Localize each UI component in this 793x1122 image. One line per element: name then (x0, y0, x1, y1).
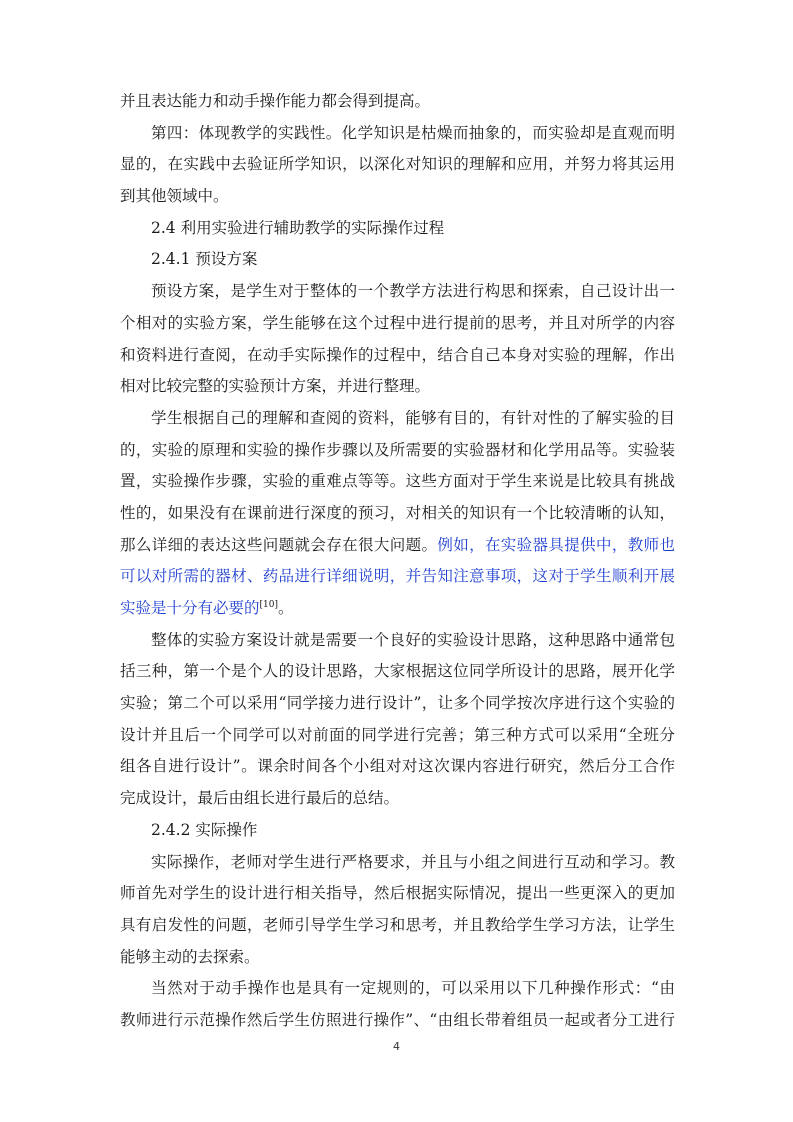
text-line: 整体的实验方案设计就是需要一个良好的实验设计思路，这种思路中通常包 (151, 631, 675, 649)
text-line: 设计并且后一个同学可以对前面的同学进行完善；第三种方式可以采用“全班分 (120, 726, 675, 744)
text-line: 实际操作，老师对学生进行严格要求，并且与小组之间进行互动和学习。教 (151, 853, 675, 871)
section-heading: 2.4 利用实验进行辅助教学的实际操作过程 (151, 219, 445, 237)
text-line: 并且表达能力和动手操作能力都会得到提高。 (120, 92, 431, 110)
text-line: 师首先对学生的设计进行相关指导，然后根据实际情况，提出一些更深入的更加 (120, 884, 675, 902)
highlighted-text: 可以对所需的器材、药品进行详细说明，并告知注意事项，这对于学生顺利开展 (120, 567, 675, 585)
text-line (120, 530, 675, 561)
text-line (120, 593, 675, 624)
text-line: 到其他领域中。 (120, 187, 229, 205)
citation-reference: [10] (259, 599, 278, 610)
text-line: 置，实验操作步骤，实验的重难点等等。这些方面对于学生来说是比较具有挑战 (120, 472, 675, 490)
highlighted-text: 实验是十分有必要的 (120, 599, 260, 617)
text-line: 实验；第二个可以采用“同学接力进行设计”，让多个同学按次序进行这个实验的 (120, 694, 675, 712)
text-line: 显的，在实践中去验证所学知识，以深化对知识的理解和应用，并努力将其运用 (120, 155, 675, 173)
text-line: 具有启发性的问题，老师引导学生学习和思考，并且教给学生学习方法，让学生 (120, 916, 675, 934)
text-segment: 。 (278, 599, 294, 617)
subsection-heading: 2.4.2 实际操作 (151, 821, 258, 839)
text-segment: 那么详细的表达这些问题就会存在很大问题。 (120, 536, 438, 554)
text-line: 个相对的实验方案，学生能够在这个过程中进行提前的思考，并且对所学的内容 (120, 314, 675, 332)
subsection-heading: 2.4.1 预设方案 (151, 250, 258, 268)
text-line: 相对比较完整的实验预计方案，并进行整理。 (120, 377, 431, 395)
text-line: 教师进行示范操作然后学生仿照进行操作”、“由组长带着组员一起或者分工进行 (120, 1011, 675, 1029)
text-line: 完成设计，最后由组长进行最后的总结。 (120, 789, 400, 807)
text-line: 当然对于动手操作也是具有一定规则的，可以采用以下几种操作形式：“由 (151, 979, 675, 997)
text-line: 预设方案，是学生对于整体的一个教学方法进行构思和探索，自己设计出一 (151, 282, 675, 300)
text-line: 学生根据自己的理解和查阅的资料，能够有目的，有针对性的了解实验的目 (151, 409, 675, 427)
text-line: 组各自进行设计”。课余时间各个小组对对这次课内容进行研究，然后分工合作 (120, 757, 675, 775)
text-line: 的，实验的原理和实验的操作步骤以及所需要的实验器材和化学用品等。实验装 (120, 441, 675, 459)
highlighted-text: 例如，在实验器具提供中，教师也 (437, 536, 675, 554)
page-number: 4 (393, 1040, 400, 1053)
text-line: 能够主动的去探索。 (120, 948, 260, 966)
text-line: 括三种，第一个是个人的设计思路，大家根据这位同学所设计的思路，展开化学 (120, 662, 675, 680)
text-line: 第四：体现教学的实践性。化学知识是枯燥而抽象的，而实验却是直观而明 (151, 124, 675, 142)
text-line: 性的，如果没有在课前进行深度的预习，对相关的知识有一个比较清晰的认知， (120, 504, 675, 522)
text-line: 和资料进行查阅，在动手实际操作的过程中，结合自己本身对实验的理解，作出 (120, 346, 675, 364)
